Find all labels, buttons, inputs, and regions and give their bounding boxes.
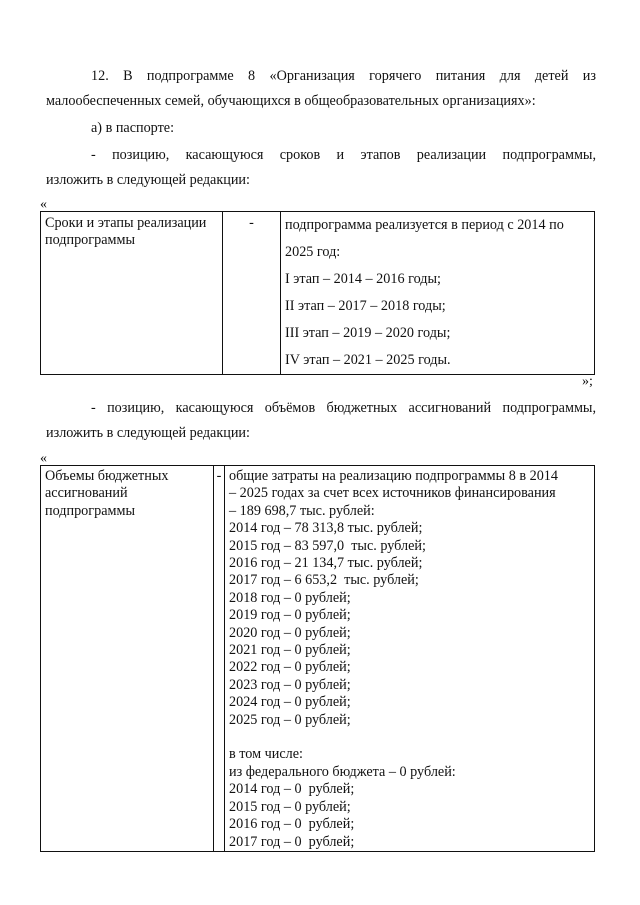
- budget-line: 2015 год – 0 рублей;: [229, 798, 351, 815]
- terms-dash-cell: -: [223, 212, 281, 375]
- terms-table: [40, 211, 595, 375]
- intro-line-1: 12. В подпрограмме 8 «Организация горячего питания для детей из: [91, 68, 596, 84]
- budget-line: 2019 год – 0 рублей;: [229, 607, 351, 624]
- budget-blank-line: [229, 729, 590, 746]
- intro-paragraph: [46, 64, 596, 114]
- terms-line: 2025 год:: [285, 244, 341, 260]
- budget-table: [40, 465, 595, 852]
- budget-line: 2024 год – 0 рублей;: [229, 694, 351, 711]
- position-budget-line-1: - позицию, касающуюся объёмов бюджетных ассигнований подпрограммы,: [91, 400, 596, 416]
- position-terms-line-2: изложить в следующей редакции:: [46, 172, 250, 188]
- budget-line: 2025 год – 0 рублей;: [229, 711, 351, 728]
- budget-line: 2016 год – 21 134,7 тыс. рублей;: [229, 555, 423, 572]
- budget-line: 2017 год – 6 653,2 тыс. рублей;: [229, 572, 419, 589]
- budget-line: 2022 год – 0 рублей;: [229, 659, 351, 676]
- budget-line: общие затраты на реализацию подпрограммы 8 в 2014: [229, 468, 558, 484]
- budget-line: 2014 год – 78 313,8 тыс. рублей;: [229, 520, 423, 537]
- budget-line: 2023 год – 0 рублей;: [229, 676, 351, 693]
- budget-line: 2018 год – 0 рублей;: [229, 589, 351, 606]
- budget-line: из федерального бюджета – 0 рублей:: [229, 763, 456, 780]
- budget-line: 2020 год – 0 рублей;: [229, 624, 351, 641]
- budget-line: 2021 год – 0 рублей;: [229, 642, 351, 659]
- terms-line: IV этап – 2021 – 2025 годы.: [285, 352, 451, 368]
- budget-line: в том числе:: [229, 746, 303, 763]
- intro-line-2: малообеспеченных семей, обучающихся в общеобразовательных организациях»:: [46, 93, 536, 109]
- budget-line: 2015 год – 83 597,0 тыс. рублей;: [229, 537, 426, 554]
- position-budget-line-2: изложить в следующей редакции:: [46, 425, 250, 441]
- opening-quote-1: «: [40, 197, 47, 212]
- budget-label-cell: Объемы бюджетных ассигнований подпрограммы: [41, 466, 214, 852]
- budget-line: – 2025 годах за счет всех источников финансирования: [229, 485, 556, 502]
- terms-line: III этап – 2019 – 2020 годы;: [285, 325, 451, 341]
- budget-content-cell: [225, 466, 595, 852]
- terms-line: II этап – 2017 – 2018 годы;: [285, 298, 446, 314]
- budget-line: 2014 год – 0 рублей;: [229, 781, 355, 798]
- terms-content-cell: [281, 212, 595, 375]
- terms-table-row: [41, 212, 595, 375]
- budget-line: – 189 698,7 тыс. рублей:: [229, 502, 375, 519]
- terms-label-cell: Сроки и этапы реализации подпрограммы: [41, 212, 223, 375]
- position-terms-line-1: - позицию, касающуюся сроков и этапов реализации подпрограммы,: [91, 147, 596, 163]
- terms-line: подпрограмма реализуется в период с 2014 по: [285, 217, 564, 233]
- budget-table-row: [41, 466, 595, 852]
- budget-dash-cell: -: [214, 466, 225, 852]
- item-a-passport: а) в паспорте:: [91, 120, 175, 136]
- opening-quote-2: «: [40, 451, 47, 466]
- closing-quote-1: »;: [582, 374, 593, 389]
- budget-line: 2016 год – 0 рублей;: [229, 816, 355, 833]
- position-terms-paragraph: [46, 143, 596, 193]
- terms-line: I этап – 2014 – 2016 годы;: [285, 271, 441, 287]
- position-budget-paragraph: [46, 396, 596, 446]
- budget-line: 2017 год – 0 рублей;: [229, 833, 355, 850]
